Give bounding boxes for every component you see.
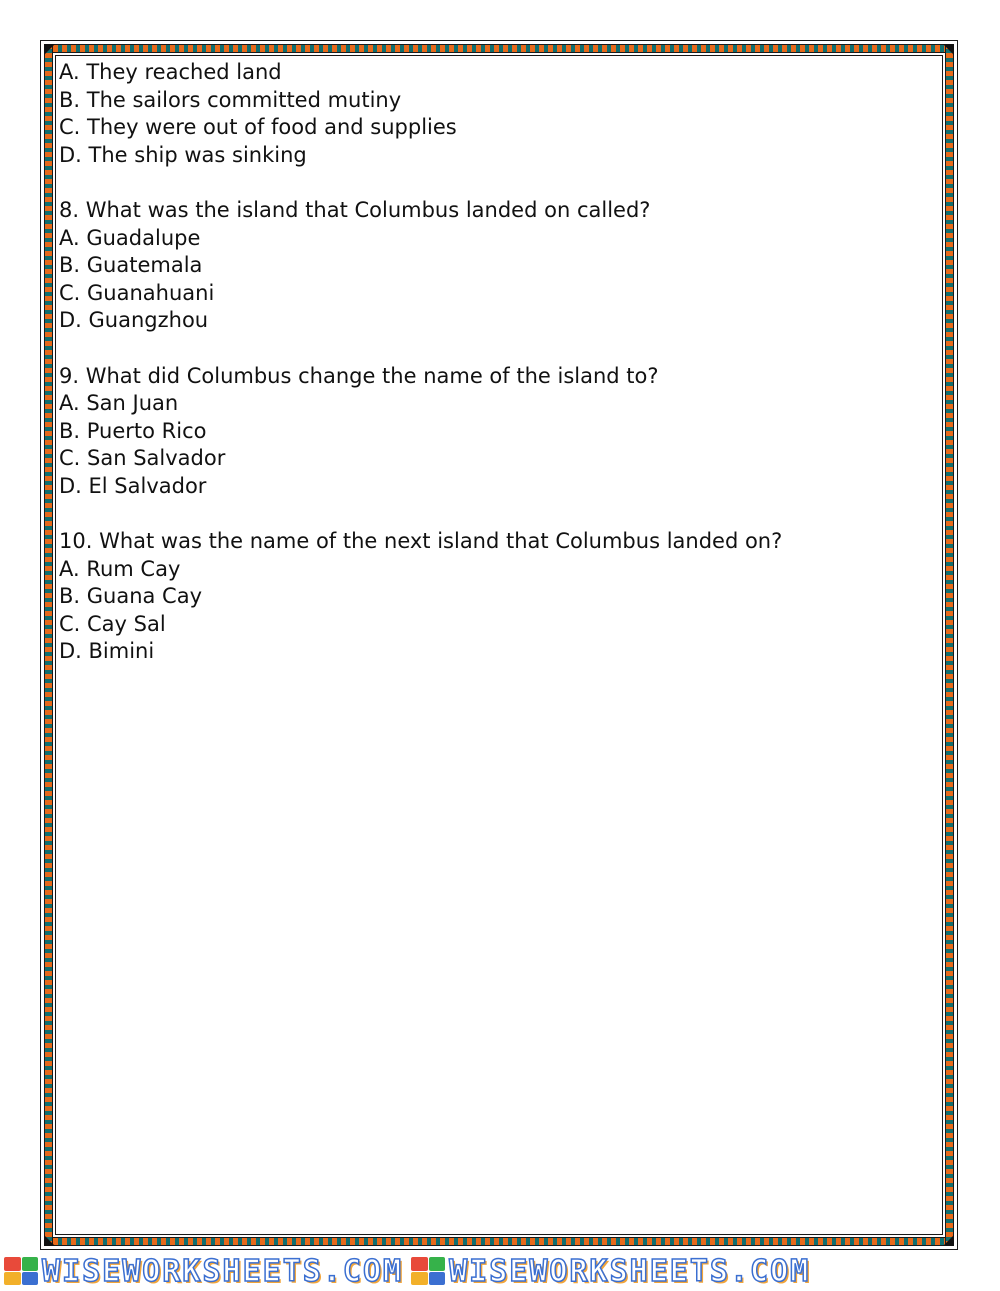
logo-tile (429, 1272, 446, 1286)
question-prompt: 8. What was the island that Columbus landed on called? (59, 197, 651, 222)
logo-tile (429, 1257, 446, 1271)
logo-tile (22, 1272, 39, 1286)
logo-tile (4, 1272, 21, 1286)
border-corner (44, 1235, 55, 1246)
answer-option: A. They reached land (59, 60, 282, 84)
answer-option: A. San Juan (59, 391, 179, 416)
wise-logo-icon (4, 1257, 38, 1285)
logo-tile (4, 1257, 21, 1271)
answer-option: B. Guatemala (59, 253, 203, 278)
question-prompt: 9. What did Columbus change the name of the island to? (59, 363, 659, 388)
border-corner (943, 44, 954, 55)
wise-logo-icon (411, 1257, 445, 1285)
answer-option: D. El Salvador (59, 473, 207, 498)
logo-tile (411, 1272, 428, 1286)
answer-option: D. The ship was sinking (59, 142, 307, 167)
border-corner (943, 1235, 954, 1246)
question-8 (59, 197, 939, 335)
brand-logo (407, 1254, 810, 1289)
answer-option: C. San Salvador (59, 446, 226, 471)
logo-tile (411, 1257, 428, 1271)
answer-option: A. Rum Cay (59, 556, 181, 581)
answer-option: C. They were out of food and supplies (59, 115, 457, 140)
answer-option: D. Guangzhou (59, 308, 209, 333)
question-9 (59, 363, 939, 501)
worksheet-content (59, 59, 939, 694)
question-7-options (59, 59, 939, 169)
border-stripe-top (44, 44, 954, 53)
answer-option: D. Bimini (59, 639, 155, 664)
brand-text: WISEWORKSHEETS.COM (449, 1253, 811, 1289)
brand-logo (0, 1254, 403, 1289)
answer-option: B. Puerto Rico (59, 418, 207, 443)
question-prompt: 10. What was the name of the next island that Columbus landed on? (59, 529, 783, 554)
footer-watermark (0, 1255, 1000, 1287)
border-corner (44, 44, 55, 55)
question-10 (59, 528, 939, 666)
border-stripe-bottom (44, 1237, 954, 1246)
answer-option: B. Guana Cay (59, 584, 203, 609)
answer-option: A. Guadalupe (59, 225, 201, 250)
logo-tile (22, 1257, 39, 1271)
answer-option: B. The sailors committed mutiny (59, 87, 402, 112)
brand-text: WISEWORKSHEETS.COM (42, 1253, 404, 1289)
border-stripe-left (44, 44, 53, 1246)
border-stripe-right (945, 44, 954, 1246)
answer-option: C. Cay Sal (59, 611, 166, 636)
answer-option: C. Guanahuani (59, 280, 215, 305)
